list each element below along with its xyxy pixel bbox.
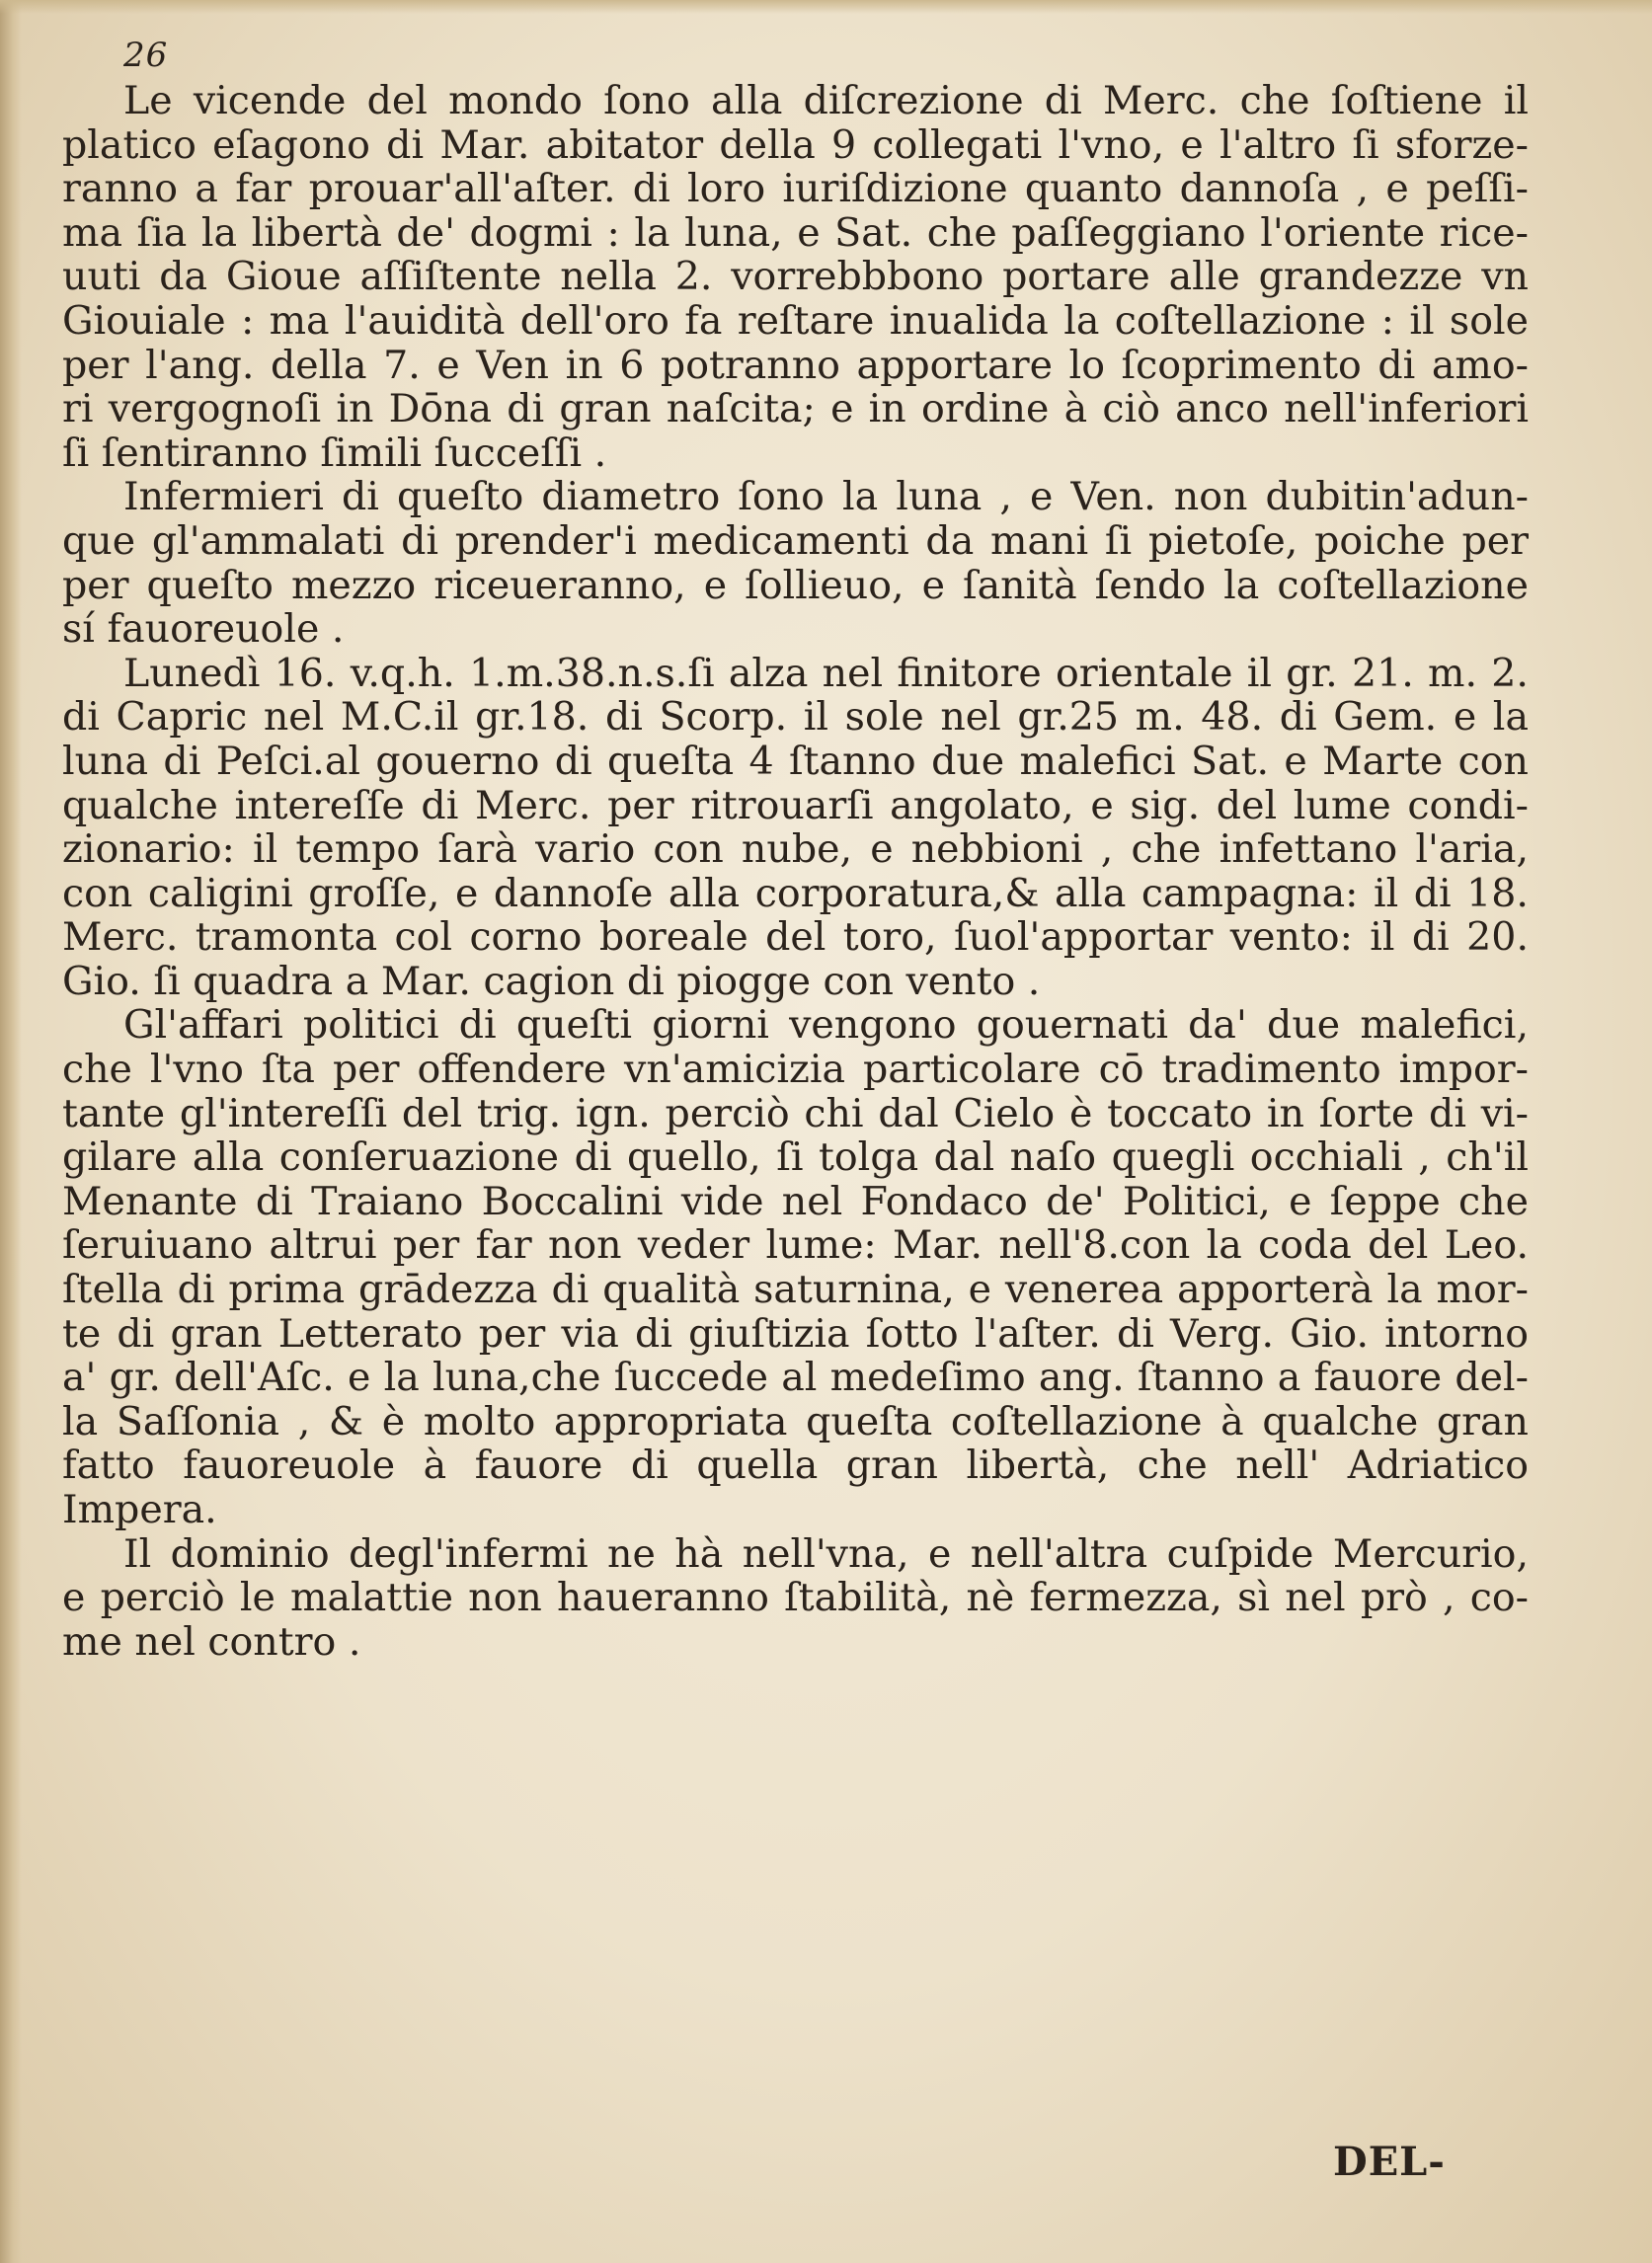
text-line: la Saſſonia , & è molto appropriata queſta coſtellazione à qualche gran — [62, 1399, 1529, 1444]
text-line: uuti da Gioue aſſiſtente nella 2. vorrebbbono portare alle grandezze vn — [62, 255, 1529, 299]
text-line: ranno a far prouar'all'aſter. di loro iuriſdizione quanto dannoſa , e peſſi- — [62, 167, 1529, 211]
paragraph-3 — [62, 652, 1529, 1004]
text-line: qualche intereſſe di Merc. per ritrouarſi angolato, e sig. del lume condi- — [62, 783, 1529, 828]
paragraph-2 — [62, 475, 1529, 651]
text-line: di Capric nel M.C.il gr.18. di Scorp. il sole nel gr.25 m. 48. di Gem. e la — [62, 695, 1529, 740]
paragraph-4 — [62, 1003, 1529, 1531]
page-top-shadow — [0, 0, 1652, 14]
text-line: Merc. tramonta col corno boreale del toro, ſuol'apportar vento: il di 20. — [62, 915, 1529, 960]
text-line: Le vicende del mondo ſono alla diſcrezione di Merc. che ſoſtiene il — [123, 79, 1529, 123]
text-line: me nel contro . — [62, 1619, 361, 1665]
text-line: per queſto mezzo riceueranno, e ſollieuo, e ſanità ſendo la coſtellazione — [62, 563, 1529, 608]
text-line: zionario: il tempo ſarà vario con nube, e nebbioni , che infettano l'aria, — [62, 827, 1529, 872]
text-line: ſi ſentiranno ſimili ſucceſſi . — [62, 430, 607, 476]
text-line: ſtella di prima grādezza di qualità saturnina, e venerea apporterà la mor- — [62, 1268, 1529, 1312]
text-line: che l'vno ſta per offendere vn'amicizia particolare cō tradimento impor- — [62, 1048, 1529, 1092]
text-line: a' gr. dell'Aſc. e la luna,che ſuccede al medeſimo ang. ſtanno a fauore del- — [62, 1356, 1529, 1400]
text-line: Giouiale : ma l'auidità dell'oro fa reſtare inualida la coſtellazione : il sole — [62, 298, 1529, 344]
text-line: Gio. ſi quadra a Mar. cagion di piogge con vento . — [62, 959, 1041, 1004]
text-line: per l'ang. della 7. e Ven in 6 potranno apportare lo ſcoprimento di amo- — [62, 343, 1529, 388]
text-line: luna di Peſci.al gouerno di queſta 4 ſtanno due malefici Sat. e Marte con — [62, 739, 1529, 784]
text-line: Lunedì 16. v.q.h. 1.m.38.n.s.ſi alza nel finitore orientale il gr. 21. m. 2. — [123, 651, 1529, 696]
text-line: gilare alla conſeruazione di quello, ſi tolga dal naſo quegli occhiali , ch'il — [62, 1135, 1529, 1180]
text-line: Impera. — [62, 1488, 217, 1532]
main-text — [62, 79, 1529, 1664]
text-line: con caligini groſſe, e dannoſe alla corporatura,& alla campagna: il di 18. — [62, 871, 1529, 916]
catchword: DEL- — [1333, 2139, 1446, 2185]
text-line: Infermieri di queſto diametro ſono la luna , e Ven. non dubitin'adun- — [123, 475, 1529, 519]
text-line: sí fauoreuole . — [62, 607, 345, 652]
text-line: ſeruiuano altrui per far non veder lume: Mar. nell'8.con la coda del Leo. — [62, 1223, 1529, 1269]
text-line: platico eſagono di Mar. abitator della 9 collegati l'vno, e l'altro ſi sforze- — [62, 122, 1529, 168]
text-line: Menante di Traiano Boccalini vide nel Fondaco de' Politici, e ſeppe che — [62, 1179, 1529, 1224]
text-line: Gl'affari politici di queſti giorni vengono gouernati da' due malefici, — [123, 1003, 1529, 1049]
text-line: e perciò le malattie non haueranno ſtabilità, nè fermezza, sì nel prò , co- — [62, 1576, 1529, 1620]
text-line: Il dominio degl'infermi ne hà nell'vna, e nell'altra cuſpide Mercurio, — [123, 1531, 1529, 1577]
paragraph-1 — [62, 79, 1529, 475]
text-line: fatto fauoreuole à fauore di quella gran libertà, che nell' Adriatico — [62, 1444, 1529, 1488]
text-line: tante gl'intereſſi del trig. ign. perciò chi dal Cielo è toccato in ſorte di vi- — [62, 1091, 1529, 1136]
page-number: 26 — [123, 36, 169, 75]
text-line: ma ſia la libertà de' dogmi : la luna, e Sat. che paſſeggiano l'oriente rice- — [62, 210, 1529, 256]
text-line: te di gran Letterato per via di giuſtizia ſotto l'aſter. di Verg. Gio. intorno — [62, 1311, 1529, 1357]
paragraph-5 — [62, 1532, 1529, 1665]
text-line: que gl'ammalati di prender'i medicamenti da mani ſi pietoſe, poiche per — [62, 518, 1529, 564]
page-edge-shadow — [0, 0, 22, 2263]
text-line: ri vergognoſi in Dōna di gran naſcita; e in ordine à ciò anco nell'inferiori — [62, 387, 1529, 431]
